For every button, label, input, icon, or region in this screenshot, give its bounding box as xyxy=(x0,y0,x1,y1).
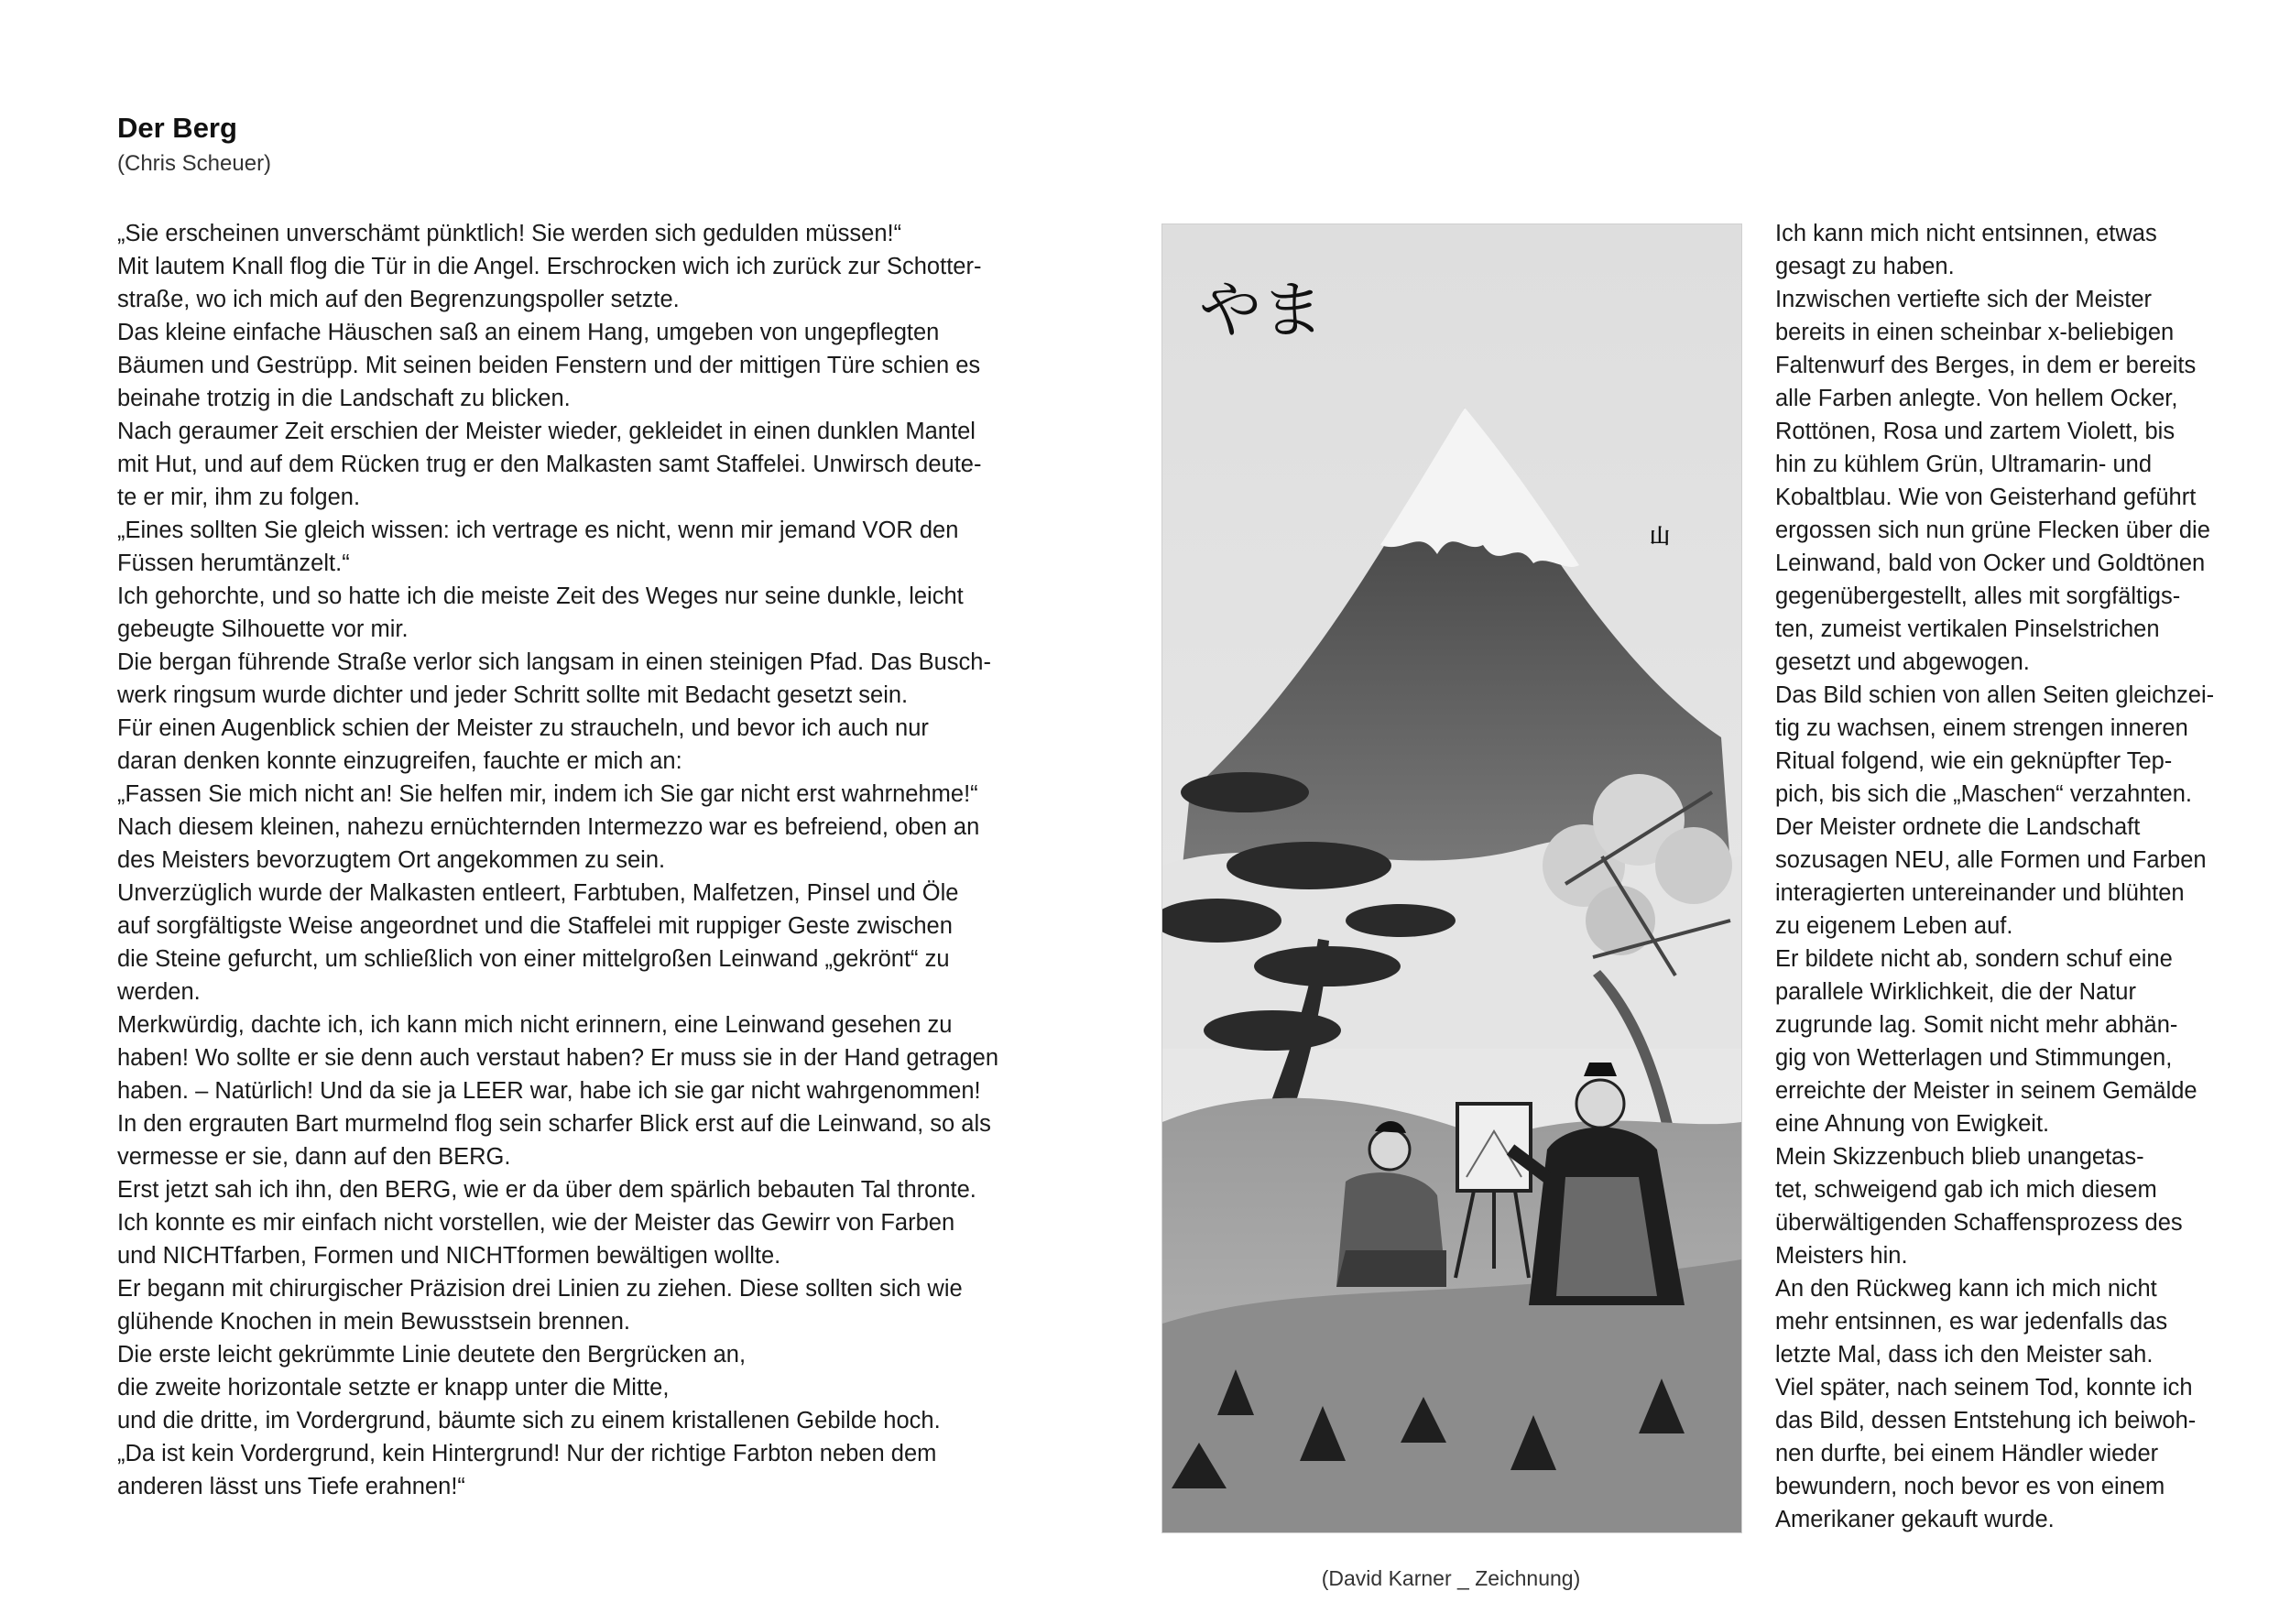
text-line: pich, bis sich die „Maschen“ verzahnten. xyxy=(1775,781,2192,807)
text-line: Ich kann mich nicht entsinnen, etwas xyxy=(1775,221,2157,246)
text-line: anderen lässt uns Tiefe erahnen!“ xyxy=(117,1474,465,1499)
text-line: Die erste leicht gekrümmte Linie deutete den Bergrücken an, xyxy=(117,1342,747,1368)
text-line: ergossen sich nun grüne Flecken über die xyxy=(1775,518,2210,543)
text-line: Erst jetzt sah ich ihn, den BERG, wie er da über dem spärlich bebauten Tal thronte. xyxy=(117,1177,976,1203)
text-line: ten, zumeist vertikalen Pinselstrichen xyxy=(1775,616,2160,642)
text-line: das Bild, dessen Entstehung ich beiwoh- xyxy=(1775,1408,2197,1433)
text-line: letzte Mal, dass ich den Meister sah. xyxy=(1775,1342,2154,1368)
text-line: mehr entsinnen, es war jedenfalls das xyxy=(1775,1309,2168,1335)
text-line: werk ringsum wurde dichter und jeder Schritt sollte mit Bedacht gesetzt sein. xyxy=(117,682,909,708)
text-line: Ritual folgend, wie ein geknüpfter Tep- xyxy=(1775,748,2173,774)
text-line: des Meisters bevorzugtem Ort angekommen zu sein. xyxy=(117,847,666,873)
text-line: Merkwürdig, dachte ich, ich kann mich nicht erinnern, eine Leinwand gesehen zu xyxy=(117,1012,953,1038)
article-author: (Chris Scheuer) xyxy=(117,151,272,176)
text-line: bereits in einen scheinbar x-beliebigen xyxy=(1775,320,2175,345)
text-line: die zweite horizontale setzte er knapp unter die Mitte, xyxy=(117,1375,670,1401)
text-line: bewundern, noch bevor es von einem xyxy=(1775,1474,2165,1499)
text-line: gebeugte Silhouette vor mir. xyxy=(117,616,409,642)
text-line: Viel später, nach seinem Tod, konnte ich xyxy=(1775,1375,2193,1401)
text-line: Bäumen und Gestrüpp. Mit seinen beiden Fenstern und der mittigen Türe schien es xyxy=(117,353,981,378)
text-line: werden. xyxy=(117,979,201,1005)
article-title: Der Berg xyxy=(117,112,237,144)
text-line: gesetzt und abgewogen. xyxy=(1775,649,2030,675)
text-line: Meisters hin. xyxy=(1775,1243,1908,1269)
text-line: nen durfte, bei einem Händler wieder xyxy=(1775,1441,2159,1466)
text-line: auf sorgfältigste Weise angeordnet und die Staffelei mit ruppiger Geste zwischen xyxy=(117,913,953,939)
text-line: An den Rückweg kann ich mich nicht xyxy=(1775,1276,2157,1302)
text-line: beinahe trotzig in die Landschaft zu blicken. xyxy=(117,386,571,411)
text-line: und die dritte, im Vordergrund, bäumte sich zu einem kristallenen Gebilde hoch. xyxy=(117,1408,941,1433)
text-line: straße, wo ich mich auf den Begrenzungspoller setzte. xyxy=(117,287,680,312)
text-line: „Da ist kein Vordergrund, kein Hintergrund! Nur der richtige Farbton neben dem xyxy=(117,1441,937,1466)
text-line: Die bergan führende Straße verlor sich langsam in einen steinigen Pfad. Das Busch- xyxy=(117,649,991,675)
text-line: tet, schweigend gab ich mich diesem xyxy=(1775,1177,2157,1203)
text-line: Das Bild schien von allen Seiten gleichzei- xyxy=(1775,682,2215,708)
text-line: haben! Wo sollte er sie denn auch verstaut haben? Er muss sie in der Hand getragen xyxy=(117,1045,999,1071)
text-line: Nach diesem kleinen, nahezu ernüchternden Intermezzo war es befreiend, oben an xyxy=(117,814,980,840)
text-line: überwältigenden Schaffensprozess des xyxy=(1775,1210,2183,1236)
text-line: alle Farben anlegte. Von hellem Ocker, xyxy=(1775,386,2178,411)
text-line: „Eines sollten Sie gleich wissen: ich vertrage es nicht, wenn mir jemand VOR den xyxy=(117,518,959,543)
text-line: hin zu kühlem Grün, Ultramarin- und xyxy=(1775,452,2153,477)
text-line: zu eigenem Leben auf. xyxy=(1775,913,2013,939)
illustration-caption: (David Karner _ Zeichnung) xyxy=(1321,1566,1581,1590)
kana-text: やま xyxy=(1199,275,1325,347)
text-line: haben. – Natürlich! Und da sie ja LEER war, habe ich sie gar nicht wahrgenommen! xyxy=(117,1078,981,1104)
text-line: Leinwand, bald von Ocker und Goldtönen xyxy=(1775,550,2206,576)
text-line: daran denken konnte einzugreifen, fauchte er mich an: xyxy=(117,748,682,774)
text-line: Mit lautem Knall flog die Tür in die Angel. Erschrocken wich ich zurück zur Schotter- xyxy=(117,254,982,279)
text-line: Er bildete nicht ab, sondern schuf eine xyxy=(1775,946,2173,972)
text-line: Füssen herumtänzelt.“ xyxy=(117,550,350,576)
text-column-left xyxy=(117,217,1042,1503)
text-line: eine Ahnung von Ewigkeit. xyxy=(1775,1111,2050,1137)
text-line: zugrunde lag. Somit nicht mehr abhän- xyxy=(1775,1012,2178,1038)
mountain-drawing xyxy=(1162,224,1741,1532)
text-line: In den ergrauten Bart murmelnd flog sein scharfer Blick erst auf die Leinwand, so als xyxy=(117,1111,991,1137)
kanji-mark: 山 xyxy=(1650,526,1671,549)
text-line: „Sie erscheinen unverschämt pünktlich! Sie werden sich gedulden müssen!“ xyxy=(117,221,902,246)
text-line: Nach geraumer Zeit erschien der Meister wieder, gekleidet in einen dunklen Mantel xyxy=(117,419,976,444)
text-line: und NICHTfarben, Formen und NICHTformen bewältigen wollte. xyxy=(117,1243,781,1269)
text-column-right xyxy=(1775,217,2252,1536)
text-line: interagierten untereinander und blühten xyxy=(1775,880,2185,906)
text-line: Amerikaner gekauft wurde. xyxy=(1775,1507,2055,1532)
text-line: gegenübergestellt, alles mit sorgfältigs- xyxy=(1775,583,2181,609)
text-line: Mein Skizzenbuch blieb unangetas- xyxy=(1775,1144,2144,1170)
text-line: parallele Wirklichkeit, die der Natur xyxy=(1775,979,2136,1005)
text-line: tig zu wachsen, einem strengen inneren xyxy=(1775,715,2188,741)
text-line: Inzwischen vertiefte sich der Meister xyxy=(1775,287,2152,312)
text-line: gesagt zu haben. xyxy=(1775,254,1955,279)
text-line: erreichte der Meister in seinem Gemälde xyxy=(1775,1078,2197,1104)
text-line: die Steine gefurcht, um schließlich von einer mittelgroßen Leinwand „gekrönt“ zu xyxy=(117,946,950,972)
text-line: Er begann mit chirurgischer Präzision drei Linien zu ziehen. Diese sollten sich wie xyxy=(117,1276,963,1302)
text-line: sozusagen NEU, alle Formen und Farben xyxy=(1775,847,2207,873)
text-line: Rottönen, Rosa und zartem Violett, bis xyxy=(1775,419,2176,444)
text-line: gig von Wetterlagen und Stimmungen, xyxy=(1775,1045,2173,1071)
text-line: Ich gehorchte, und so hatte ich die meiste Zeit des Weges nur seine dunkle, leicht xyxy=(117,583,964,609)
text-line: glühende Knochen in mein Bewusstsein brennen. xyxy=(117,1309,630,1335)
text-line: Unverzüglich wurde der Malkasten entleert, Farbtuben, Malfetzen, Pinsel und Öle xyxy=(117,880,959,906)
text-line: te er mir, ihm zu folgen. xyxy=(117,485,361,510)
text-line: Faltenwurf des Berges, in dem er bereits xyxy=(1775,353,2197,378)
text-line: mit Hut, und auf dem Rücken trug er den Malkasten samt Staffelei. Unwirsch deute- xyxy=(117,452,982,477)
illustration xyxy=(1161,223,1742,1533)
text-line: „Fassen Sie mich nicht an! Sie helfen mir, indem ich Sie gar nicht erst wahrnehme!“ xyxy=(117,781,978,807)
text-line: Der Meister ordnete die Landschaft xyxy=(1775,814,2141,840)
text-line: Für einen Augenblick schien der Meister zu straucheln, und bevor ich auch nur xyxy=(117,715,929,741)
text-line: vermesse er sie, dann auf den BERG. xyxy=(117,1144,511,1170)
text-line: Das kleine einfache Häuschen saß an einem Hang, umgeben von ungepflegten xyxy=(117,320,940,345)
text-line: Kobaltblau. Wie von Geisterhand geführt xyxy=(1775,485,2197,510)
text-line: Ich konnte es mir einfach nicht vorstellen, wie der Meister das Gewirr von Farben xyxy=(117,1210,955,1236)
